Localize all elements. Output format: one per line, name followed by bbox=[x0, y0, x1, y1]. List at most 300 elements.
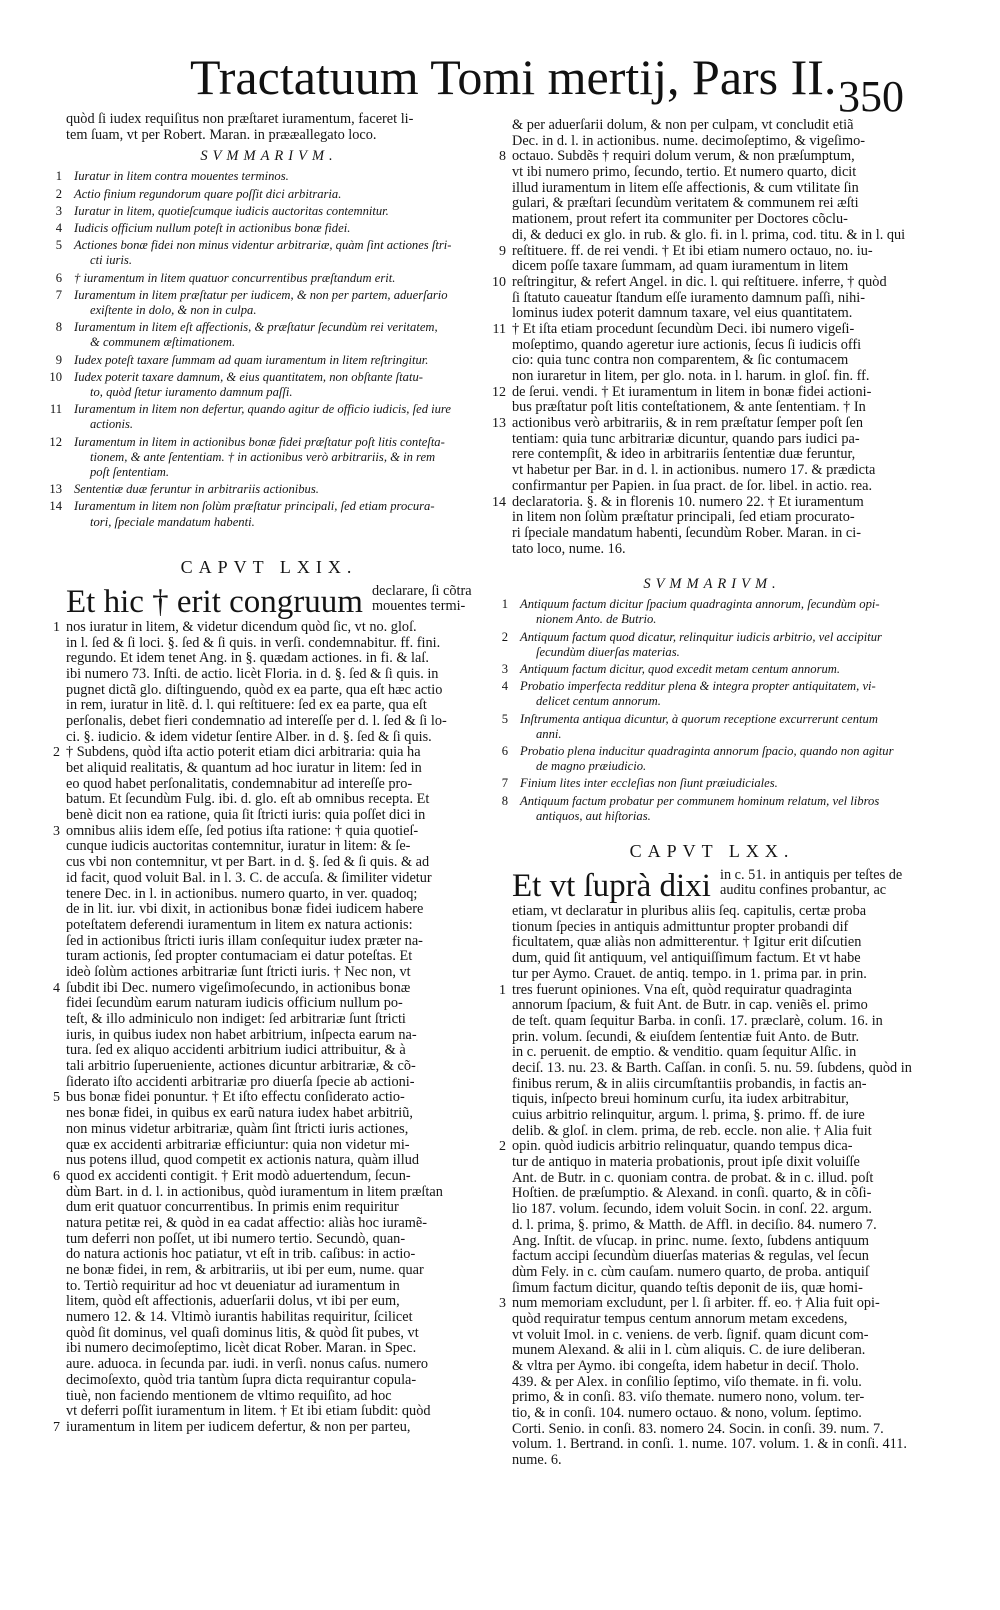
line-text: tres fuerunt opiniones. Vna eſt, quòd requiratur quadraginta bbox=[512, 981, 852, 998]
summarium-number: 9 bbox=[55, 352, 62, 367]
line-text: batum. Et ſecundùm Fulg. ibi. d. glo. eſt ab omnibus recepta. Et bbox=[66, 791, 430, 808]
line-text: gulari, & præſtari ſecundùm veritatem & communem rei æſti bbox=[512, 195, 859, 212]
line-text: octauo. Subdẽs † requiri dolum verum, & non præſumptum, bbox=[512, 148, 855, 165]
text-line bbox=[66, 1012, 472, 1028]
chapter-initial-tail bbox=[372, 584, 472, 614]
text-line bbox=[512, 1437, 912, 1453]
summarium-item bbox=[501, 662, 912, 677]
text-line bbox=[512, 935, 912, 951]
margin-number: 13 bbox=[492, 416, 506, 432]
text-line bbox=[512, 479, 912, 495]
text-line bbox=[512, 1312, 912, 1328]
chapter-initial: Et vt ſuprà dixi bbox=[512, 868, 711, 905]
line-text: quod ex accidenti contigit. † Erit modò aduertendum, ſecun- bbox=[66, 1167, 411, 1184]
summarium-line: tionem, & ante ſententiam. † in actionibus verò arbitrariis, & in rem bbox=[90, 449, 436, 464]
text-line bbox=[512, 463, 912, 479]
line-text: mationem, prout refert ita communiter per Doctores cõclu- bbox=[512, 211, 848, 228]
line-text: perſonalis, debet fieri condemnatio ad intereſſe per d. l. ſed & ſi lo- bbox=[66, 712, 447, 729]
line-text: † Subdens, quòd iſta actio poterit etiam dici arbitraria: quia ha bbox=[66, 744, 421, 761]
line-text: in l. ſed & ſi loci. §. ſed & ſi quis. in verſi. condemnabitur. ff. fini. bbox=[66, 634, 441, 651]
summarium-heading: SVMMARIVM. bbox=[200, 148, 338, 165]
text-line bbox=[499, 981, 912, 999]
text-line bbox=[499, 1138, 912, 1155]
text-line bbox=[512, 228, 912, 244]
text-line: quòd ſi iudex requiſitus non præſtaret iuramentum, faceret li- bbox=[66, 111, 414, 127]
tail-line: mouentes termi- bbox=[372, 597, 466, 614]
line-text: teſt, & illo adminiculo non indiget: ſed arbitrariæ ſunt ſtricti bbox=[66, 1011, 406, 1028]
summarium-number: 10 bbox=[49, 369, 62, 384]
summarium-line: Iuratur in litem, quotieſcumque iudicis auctoritas contemnitur. bbox=[74, 203, 389, 218]
line-text: tiquis, inſpecto breui hominum curſu, ita iudex arbitrabitur, bbox=[512, 1091, 849, 1108]
line-text: tio, & in conſi. 104. numero octauo. & nono, volum. ſeptimo. bbox=[512, 1405, 862, 1422]
text-line bbox=[499, 242, 912, 260]
text-line bbox=[512, 118, 912, 134]
line-text: quæ ex accidenti arbitrariæ efficiuntur: quia non videtur mi- bbox=[66, 1136, 410, 1153]
summarium-item bbox=[501, 744, 912, 774]
text-line bbox=[512, 526, 912, 542]
line-text: ibi numero decimoſeptimo, licèt dicat Rober. Maran. in Spec. bbox=[66, 1340, 417, 1357]
margin-number: 11 bbox=[492, 321, 506, 337]
line-text: volum. 1. Bertrand. in conſi. 1. nume. 107. volum. 1. & in conſi. 411. bbox=[512, 1436, 907, 1453]
text-line bbox=[66, 1310, 472, 1326]
summarium-line: nionem Anto. de Butrio. bbox=[536, 612, 657, 627]
text-line bbox=[66, 651, 472, 667]
summarium-line: Inſtrumenta antiqua dicuntur, à quorum receptione excurrerunt centum bbox=[520, 711, 878, 726]
text-line bbox=[53, 1089, 472, 1106]
text-line bbox=[512, 1281, 912, 1297]
line-text: natura petitæ rei, & quòd in ea cadat affectio: aliàs hoc iuramẽ- bbox=[66, 1214, 427, 1231]
text-line bbox=[512, 353, 912, 369]
text-line bbox=[66, 1200, 472, 1216]
margin-number: 12 bbox=[492, 384, 506, 400]
text-line bbox=[66, 730, 472, 746]
text-line bbox=[512, 967, 912, 983]
text-line bbox=[499, 1295, 912, 1312]
text-line bbox=[66, 918, 472, 934]
line-text: ficultatem, quæ aliàs non admitterentur. † Igitur erit diſcutien bbox=[512, 934, 862, 951]
line-text: Dec. in d. l. in actionibus. nume. decimoſeptimo, & vigeſimo- bbox=[512, 132, 865, 149]
line-text: id facit, quod voluit Bal. in l. 3. C. de accuſa. & ſimiliter videtur bbox=[66, 869, 432, 886]
line-text: bus præſtatur poſt litis conteſtationem, & ante ſententiam. † In bbox=[512, 399, 866, 416]
text-line bbox=[66, 698, 472, 714]
text-line bbox=[512, 369, 912, 385]
line-text: iuris, in quibus iudex non habet arbitrium, inſpecta earum na- bbox=[66, 1026, 417, 1043]
line-text: vt voluit Imol. in c. veniens. de verb. ſignif. quam dicunt com- bbox=[512, 1326, 869, 1343]
line-text: ri ſpeciale mandatum habenti, ſecundùm Rober. Maran. in ci- bbox=[512, 524, 861, 541]
summarium-number: 6 bbox=[55, 270, 62, 285]
text-line bbox=[492, 320, 912, 338]
line-text: & per aduerſarii dolum, & non per culpam, vt concludit etiã bbox=[512, 117, 854, 133]
line-text: pugnet dictã glo. diſtinguendo, quòd ex ea parte, qua eſt hæc actio bbox=[66, 681, 443, 698]
summarium-line: Iudicis officium nullum poteſt in actionibus bonæ fidei. bbox=[74, 220, 351, 235]
text-line bbox=[512, 1092, 912, 1108]
line-text: num memoriam excludunt, per l. ſi arbiter. ff. eo. † Alia fuit opi- bbox=[512, 1295, 880, 1312]
text-line bbox=[512, 165, 912, 181]
line-text: nos iuratur in litem, & videtur dicendum quòd ſic, vt no. gloſ. bbox=[66, 618, 417, 635]
text-line bbox=[66, 667, 472, 683]
text-line bbox=[512, 951, 912, 967]
text-line bbox=[512, 998, 912, 1014]
text-line bbox=[66, 1028, 472, 1044]
line-text: tum deferri non poſſet, ut ibi numero tertio. Secundò, quan- bbox=[66, 1230, 406, 1247]
line-text: prin. volum. ſecundi, & eiuſdem ſententiæ fuit Anto. de Butr. bbox=[512, 1028, 860, 1045]
line-text: Hoſtien. de præſumptio. & Alexand. in conſi. quarto, & in cõſi- bbox=[512, 1185, 872, 1202]
summarium-item bbox=[49, 369, 472, 400]
text-line bbox=[492, 273, 912, 291]
line-text: tentiam: quia tunc arbitrariæ dicuntur, quando pars iudici pa- bbox=[512, 430, 860, 447]
summarium-number: 1 bbox=[501, 597, 508, 612]
summarium-heading: SVMMARIVM. bbox=[643, 576, 781, 593]
summarium-item bbox=[49, 499, 472, 529]
text-line bbox=[512, 400, 912, 416]
summarium-item bbox=[501, 711, 912, 742]
margin-number: 6 bbox=[53, 1168, 60, 1184]
line-text: poteſtatem deferendi iuramentum in litem ex natura actionis: bbox=[66, 916, 413, 933]
line-text: tato loco, nume. 16. bbox=[512, 540, 626, 557]
text-line bbox=[512, 1030, 912, 1046]
line-text: deciſ. 13. nu. 23. & Barth. Caſſan. in conſi. 5. nu. 59. ſubdens, quòd in bbox=[512, 1059, 912, 1076]
summarium-line: tori, ſpeciale mandatum habenti. bbox=[90, 514, 255, 529]
text-line bbox=[66, 1216, 472, 1232]
line-text: iuramentum in litem per iudicem defertur, & non per parteu, bbox=[66, 1418, 411, 1435]
tail-line: declarare, ſi cõtra bbox=[372, 582, 472, 599]
summarium-item bbox=[55, 238, 472, 268]
summarium-number: 5 bbox=[55, 238, 62, 253]
chapter-heading: CAPVT LXIX. bbox=[180, 556, 358, 577]
line-text: non iuraretur in litem, per glo. nota. in l. harum. in gloſ. fin. ff. bbox=[512, 368, 870, 384]
margin-number: 8 bbox=[499, 149, 506, 165]
text-line bbox=[512, 1045, 912, 1061]
text-line bbox=[66, 1043, 472, 1059]
text-line bbox=[53, 744, 472, 761]
chapter-initial: Et hic † erit congruum bbox=[66, 583, 363, 620]
line-text: dùm Fely. in c. cùm cauſam. numero quarto, de proba. antiquiſ bbox=[512, 1263, 869, 1280]
margin-number: 3 bbox=[53, 823, 60, 839]
line-text: eo quod habet perſonalitatis, condemnabitur ad intereſſe pro- bbox=[66, 775, 413, 792]
text-line bbox=[512, 1108, 912, 1124]
text-line bbox=[53, 618, 472, 636]
summarium-line: Iuramentum in litem eſt affectionis, & præſtatur ſecundùm rei veritatem, bbox=[74, 320, 438, 335]
summarium-item bbox=[49, 402, 472, 432]
summarium-line: Iuramentum in litem non ſolùm præſtatur principali, ſed etiam procura- bbox=[74, 499, 435, 514]
line-text: ibi numero 73. Inſti. de actio. licèt Floria. in d. §. ſed & ſi quis. in bbox=[66, 665, 439, 682]
summarium-line: Iudex poterit taxare damnum, & eius quantitatem, non obſtante ſtatu- bbox=[74, 369, 423, 384]
page-number: 350 bbox=[838, 72, 904, 121]
intro-text bbox=[66, 112, 472, 143]
text-line bbox=[512, 542, 912, 558]
summarium-line: † iuramentum in litem quatuor concurrentibus præſtandum erit. bbox=[74, 270, 396, 285]
text-line bbox=[512, 1014, 912, 1030]
summarium-item bbox=[49, 434, 472, 481]
text-line bbox=[66, 949, 472, 965]
summarium-line: Actio finium regundorum quare poſſit dici arbitraria. bbox=[74, 186, 342, 201]
chapter-opening bbox=[66, 584, 472, 620]
line-text: cio: quia tunc contra non comparentem, & ſic contumacem bbox=[512, 352, 849, 369]
summarium-line: Antiquum factum quod dicatur, relinquitur iudicis arbitrio, vel accipitur bbox=[520, 629, 882, 644]
summarium-line: ſecundùm diuerſas materias. bbox=[536, 644, 680, 659]
line-text: dum, quid ſit antiquum, vel antiquiſſimum factum. Et vt habe bbox=[512, 950, 861, 967]
line-text: cuius arbitrio relinquitur, argum. l. prima, §. primo. ff. de iure bbox=[512, 1107, 865, 1124]
summarium-line: antiquos, aut hiſtorias. bbox=[536, 808, 651, 823]
line-text: tionum ſpecies in antiquis admittuntur propter probandi dif bbox=[512, 918, 849, 935]
line-text: confirmantur per Papien. in ſua pract. de ſor. libel. in actio. rea. bbox=[512, 477, 873, 494]
line-text: regundo. Et idem tenet Ang. in §. quædam actiones. in fi. & laſ. bbox=[66, 650, 429, 667]
line-text: tenere Dec. in l. in actionibus. numero quarto, in ver. quadoq; bbox=[66, 885, 418, 902]
line-text: etiam, vt declaratur in pluribus aliis ſeq. capitulis, certæ proba bbox=[512, 903, 867, 920]
text-line bbox=[512, 291, 912, 307]
line-text: ſubdit ibi Dec. numero vigeſimoſecundo, in actionibus bonæ bbox=[66, 979, 411, 996]
text-line bbox=[492, 383, 912, 401]
summarium-line: Antiquum factum probatur per communem hominum relatum, vel libros bbox=[520, 793, 880, 808]
line-text: decimoſexto, quòd tria tantùm ſupra dicta requirantur copula- bbox=[66, 1371, 417, 1388]
running-title: Tractatuum Tomi mertij, Pars II. bbox=[190, 49, 837, 105]
summarium-line: Antiquum factum dicitur, quod excedit metam centum annorum. bbox=[520, 662, 841, 677]
line-text: moſeptimo, quando ageretur iure actionis, ſecus ſi iudicis offi bbox=[512, 336, 862, 353]
line-text: lio 187. volum. ſecundo, idem voluit Socin. in conſ. 22. argum. bbox=[512, 1201, 872, 1218]
line-text: factum accipi ſecundùm diuerſas materias & regulas, vel ſecun bbox=[512, 1248, 869, 1265]
text-line bbox=[53, 1418, 472, 1436]
line-text: tura. ſed ex aliquo accidenti arbitrium iudici attribuitur, & à bbox=[66, 1042, 406, 1059]
text-line bbox=[512, 306, 912, 322]
summarium-line: Iudex poteſt taxare ſummam ad quam iuramentum in litem reſtringitur. bbox=[74, 352, 429, 367]
text-line bbox=[66, 777, 472, 793]
text-line bbox=[66, 1294, 472, 1310]
text-line bbox=[512, 920, 912, 936]
text-line bbox=[492, 415, 912, 432]
summarium-line: anni. bbox=[536, 726, 562, 741]
line-text: tur per Aymo. Crauet. de antiq. tempo. in 1. prima par. in prin. bbox=[512, 965, 867, 982]
text-line bbox=[66, 1153, 472, 1169]
summarium-number: 14 bbox=[49, 499, 62, 514]
text-line bbox=[512, 1343, 912, 1359]
line-text: quòd requiratur tempus centum annorum metam excedens, bbox=[512, 1310, 848, 1327]
line-text: annorum ſpacium, & fuit Ant. de Butr. in cap. veniẽs el. primo bbox=[512, 997, 868, 1014]
text-line bbox=[66, 1122, 472, 1138]
summarium-item bbox=[55, 320, 472, 350]
summarium-number: 1 bbox=[55, 169, 62, 184]
margin-number: 9 bbox=[499, 243, 506, 259]
margin-number: 7 bbox=[53, 1419, 60, 1435]
summarium-number: 12 bbox=[49, 434, 62, 449]
text-line bbox=[512, 1406, 912, 1422]
chapter-body bbox=[499, 903, 912, 1469]
summarium-line: Antiquum factum dicitur ſpacium quadraginta annorum, ſecundùm opi- bbox=[520, 597, 880, 612]
continued-text bbox=[492, 117, 912, 557]
line-text: omnibus aliis idem eſſe, ſed potius iſta ratione: † quia quotieſ- bbox=[66, 822, 419, 839]
margin-number: 1 bbox=[53, 619, 60, 635]
summarium-number: 11 bbox=[49, 402, 62, 417]
line-text: vt habetur per Bar. in d. l. in actionibus. numero 17. & prædicta bbox=[512, 462, 876, 479]
line-text: bus bonæ fidei ponuntur. † Et iſto effectu conſiderato actio- bbox=[66, 1089, 405, 1106]
line-text: delib. & gloſ. in clem. prima, de reb. eccle. non alie. † Alia fuit bbox=[512, 1122, 872, 1139]
margin-number: 2 bbox=[53, 745, 60, 761]
line-text: & vltra per Aymo. ibi congeſta, idem habetur in deciſ. Tholo. bbox=[512, 1358, 860, 1375]
summarium-line: Actiones bonæ fidei non minus videntur arbitrariæ, quàm ſint actiones ſtri- bbox=[74, 238, 452, 253]
text-line bbox=[512, 1390, 912, 1406]
summarium-number: 3 bbox=[501, 662, 508, 677]
line-text: lominus iudex poterit damnum taxare, vel eius quantitatem. bbox=[512, 305, 853, 322]
text-line bbox=[492, 493, 912, 511]
summarium-item bbox=[501, 597, 912, 627]
text-line bbox=[66, 965, 472, 981]
line-text: Corti. Senio. in conſi. 83. nomero 24. Socin. in conſi. 39. num. 7. bbox=[512, 1420, 884, 1437]
text-line bbox=[512, 1359, 912, 1375]
text-line bbox=[512, 447, 912, 463]
tail-line: in c. 51. in antiquis per teſtes de bbox=[719, 867, 903, 884]
line-text: ſed in actionibus ſtricti iuris illam conſequitur iudex præter na- bbox=[66, 932, 423, 949]
line-text: in litem non ſolùm præſtatur principali, ſed etiam procurato- bbox=[512, 509, 855, 526]
summarium-line: Iuramentum in litem in actionibus bonæ fidei præſtatur poſt litis conteſta- bbox=[74, 434, 445, 449]
text-line bbox=[512, 1218, 912, 1234]
line-text: di, & deduci ex glo. in rub. & glo. fi. in l. prima, cod. titu. & in l. qui bbox=[512, 226, 906, 243]
line-text: dicem poſſe taxare ſummam, ad quam iuramentum in litem bbox=[512, 258, 849, 275]
text-line bbox=[512, 1077, 912, 1093]
line-text: reſtringitur, & refert Angel. in dic. l. qui reſtituere. inferre, † quòd bbox=[512, 273, 887, 290]
line-text: vt ibi numero primo, ſecundo, tertio. Et numero quarto, dicit bbox=[512, 164, 857, 181]
text-line bbox=[66, 761, 472, 777]
text-line bbox=[512, 1375, 912, 1391]
line-text: declaratoria. §. & in florenis 10. numero 22. † Et iuramentum bbox=[512, 493, 864, 510]
summarium-line: Probatio plena inducitur quadraginta annorum ſpacio, quando non agitur bbox=[520, 744, 894, 759]
text-line bbox=[66, 934, 472, 950]
text-line bbox=[66, 1389, 472, 1405]
text-line bbox=[66, 808, 472, 824]
line-text: ſimum factum dicitur, quando teſtis deponit de iis, quæ homi- bbox=[512, 1279, 863, 1296]
line-text: fidei ſecundùm earum naturam iudicis officium nullum po- bbox=[66, 995, 403, 1012]
line-text: dùm Bart. in d. l. in actionibus, quòd iuramentum in litem præſtan bbox=[66, 1183, 443, 1200]
line-text: nus potens illud, quod competit ex actionis natura, quàm illud bbox=[66, 1152, 419, 1169]
margin-number: 10 bbox=[492, 274, 506, 290]
summarium-number: 13 bbox=[49, 482, 62, 497]
summarium-item bbox=[501, 629, 912, 660]
margin-number: 5 bbox=[53, 1090, 60, 1106]
text-line bbox=[66, 1232, 472, 1248]
line-text: quòd ſit dominus, vel quaſi dominus litis, & quòd ſit pubes, vt bbox=[66, 1324, 419, 1341]
summarium-number: 7 bbox=[501, 776, 508, 791]
text-line bbox=[512, 1061, 912, 1077]
line-text: de teſt. quam ſequitur Barba. in conſi. 17. præclarè, colum. 16. in bbox=[512, 1012, 883, 1029]
text-line bbox=[512, 510, 912, 526]
summarium-line: Iuramentum in litem præſtatur per iudicem, & non per partem, aduerſario bbox=[74, 287, 448, 302]
summarium-line: poſt ſententiam. bbox=[90, 465, 170, 480]
text-line bbox=[66, 1263, 472, 1279]
text-line bbox=[66, 1326, 472, 1342]
text-line bbox=[66, 1341, 472, 1357]
line-text: do natura actionis hoc patiatur, vt eſt in trib. caſibus: in actio- bbox=[66, 1246, 416, 1263]
text-line bbox=[66, 1279, 472, 1295]
text-line bbox=[66, 683, 472, 699]
line-text: tali arbitrio ſuperueniente, actiones dicuntur arbitrariæ, & cõ- bbox=[66, 1058, 416, 1075]
text-line bbox=[512, 212, 912, 228]
chapter-opening bbox=[512, 868, 912, 904]
text-line bbox=[66, 1357, 472, 1373]
line-text: nume. 6. bbox=[512, 1452, 562, 1469]
line-text: Ang. Inſtit. de vſucap. in princ. nume. ſexto, ſubdens antiquum bbox=[512, 1232, 869, 1249]
margin-number: 3 bbox=[499, 1296, 506, 1312]
line-text: tur de antiquo in materia probationis, prout ipſe dixit voluiſſe bbox=[512, 1154, 860, 1171]
text-line bbox=[66, 1247, 472, 1263]
summarium-item bbox=[501, 793, 912, 824]
summarium-item bbox=[55, 169, 472, 184]
text-line bbox=[512, 1328, 912, 1344]
line-text: dum erit quatuor concurrentibus. In primis enim requiritur bbox=[66, 1199, 399, 1216]
text-line bbox=[66, 1373, 472, 1389]
line-text: ſi ſtatuto caueatur ſtandum eſſe iuramento damnum paſſi, nihi- bbox=[512, 289, 865, 306]
summarium-item bbox=[49, 482, 472, 497]
line-text: de ſerui. vendi. † Et iuramentum in litem in bonæ fidei actioni- bbox=[512, 383, 872, 400]
line-text: ſiderato iſto accidenti arbitrariæ pro diuerſa ſpecie ab actioni- bbox=[66, 1073, 415, 1090]
text-line bbox=[512, 1265, 912, 1281]
summarium-line: Probatio imperfecta redditur plena & integra propter antiquitatem, vi- bbox=[520, 679, 876, 694]
line-text: non minus videtur arbitrariæ, quàm ſint ſtricti iuris actiones, bbox=[66, 1120, 409, 1137]
summarium-number: 8 bbox=[501, 793, 508, 808]
line-text: primo, & in conſi. 83. viſo themate. numero nono, volum. ter- bbox=[512, 1389, 865, 1406]
summarium-number: 5 bbox=[501, 711, 508, 726]
line-text: ci. §. iudicio. & idem videtur ſentire Alber. in d. §. ſed & ſi quis. bbox=[66, 728, 432, 745]
text-line bbox=[66, 996, 472, 1012]
summarium-line: exiſtente in dolo, & non in culpa. bbox=[90, 303, 257, 317]
text-line bbox=[512, 1422, 912, 1438]
summarium-line: de magno præiudicio. bbox=[536, 759, 647, 774]
summarium-list bbox=[501, 597, 912, 824]
text-line bbox=[53, 979, 472, 997]
summarium-item bbox=[55, 270, 472, 286]
right-column bbox=[492, 117, 912, 1469]
text-line bbox=[66, 1059, 472, 1075]
text-line bbox=[66, 887, 472, 903]
line-text: nes bonæ fidei, in quibus ex earũ natura iudex habet arbitriũ, bbox=[66, 1105, 413, 1122]
tail-line: auditu confines probantur, ac bbox=[719, 882, 887, 899]
line-text: † Et iſta etiam procedunt ſecundùm Deci. ibi numero vigeſi- bbox=[512, 320, 855, 337]
chapter-heading: CAPVT LXX. bbox=[629, 841, 795, 862]
summarium-list bbox=[49, 169, 472, 529]
line-text: munem Alexand. & alii in l. cùm aliquis. C. de iure deliberan. bbox=[512, 1342, 866, 1359]
text-line bbox=[512, 1171, 912, 1187]
text-line bbox=[512, 1202, 912, 1218]
summarium-item bbox=[501, 679, 912, 709]
line-text: in rem, iuratur in litẽ. d. l. qui reſtituere: ſed ex ea parte, qua eſt bbox=[66, 697, 427, 714]
summarium-line: actionis. bbox=[90, 417, 134, 432]
summarium-number: 3 bbox=[55, 203, 62, 218]
text-line bbox=[499, 148, 912, 165]
line-text: reſtituere. ff. de rei vendi. † Et ibi etiam numero octauo, no. iu- bbox=[512, 242, 873, 259]
line-text: cunque iudicis auctoritas contemnitur, iuratur in litem: & ſe- bbox=[66, 838, 411, 855]
text-line bbox=[512, 181, 912, 197]
text-line bbox=[66, 1106, 472, 1122]
summarium-line: delicet centum annorum. bbox=[536, 694, 661, 709]
summarium-item bbox=[55, 287, 472, 318]
line-text: aure. aduoca. in ſecunda par. iudi. in verſi. nonus caſus. numero bbox=[66, 1356, 429, 1373]
summarium-line: Iuramentum in litem non defertur, quando agitur de officio iudicis, ſed iure bbox=[74, 402, 451, 417]
summarium-line: to, quòd ſtetur iuramento damnum paſſi. bbox=[90, 385, 293, 400]
left-column bbox=[49, 111, 472, 1436]
text-line bbox=[66, 714, 472, 730]
text-line bbox=[66, 839, 472, 855]
summarium-number: 4 bbox=[501, 679, 508, 694]
line-text: bet aliquid realitatis, & quantum ad hoc iuratur in litem: ſed in bbox=[66, 760, 422, 777]
line-text: 439. & per Alex. in conſilio ſeptimo, viſo themate. in fi. volu. bbox=[512, 1373, 862, 1390]
text-line bbox=[512, 338, 912, 354]
summarium-number: 6 bbox=[501, 744, 508, 759]
text-line bbox=[66, 1075, 472, 1091]
margin-number: 4 bbox=[53, 980, 60, 996]
line-text: benè dicit non ea ratione, quia ſit ſtricti iuris: quia poſſet dici in bbox=[66, 807, 426, 824]
summarium-line: Iuratur in litem contra mouentes terminos. bbox=[74, 169, 289, 184]
line-text: vt deferri poſſit iuramentum in litem. † Et ibi etiam ſubdit: quòd bbox=[66, 1403, 431, 1420]
text-line bbox=[512, 259, 912, 275]
text-line bbox=[53, 822, 472, 840]
line-text: de in lit. iur. vbi dixit, in actionibus bonæ fidei iudicem habere bbox=[66, 901, 424, 918]
